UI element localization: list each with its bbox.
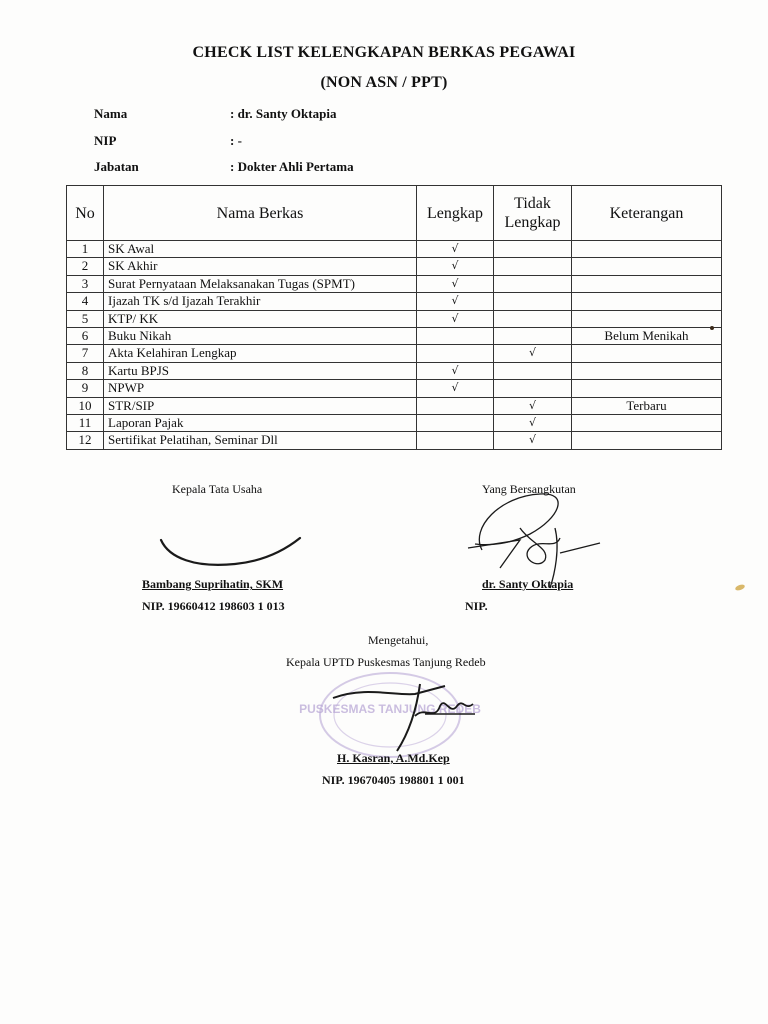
row-notes (572, 380, 722, 397)
row-document-name: KTP/ KK (104, 310, 417, 327)
center-signer-nip: NIP. 19670405 198801 1 001 (322, 773, 465, 787)
row-number: 8 (67, 362, 104, 379)
row-complete-mark (417, 328, 494, 345)
paper-stain (734, 583, 745, 591)
header-incomplete-line2: Lengkap (504, 214, 561, 231)
row-number: 10 (67, 397, 104, 414)
row-document-name: Buku Nikah (104, 328, 417, 345)
row-notes: Belum Menikah (572, 328, 722, 345)
right-signer-name: dr. Santy Oktapia (482, 577, 574, 591)
nip-label: NIP (94, 133, 117, 148)
row-notes (572, 241, 722, 258)
center-signature (325, 676, 485, 756)
row-notes (572, 432, 722, 449)
row-number: 11 (67, 415, 104, 432)
row-number: 2 (67, 258, 104, 275)
row-document-name: Akta Kelahiran Lengkap (104, 345, 417, 362)
row-number: 4 (67, 293, 104, 310)
header-no: No (67, 186, 104, 241)
row-complete-mark: √ (417, 258, 494, 275)
header-complete: Lengkap (417, 186, 494, 241)
table-row (67, 362, 722, 379)
nip-value: : - (230, 133, 242, 148)
row-number: 5 (67, 310, 104, 327)
left-signer-name: Bambang Suprihatin, SKM (142, 577, 284, 591)
row-complete-mark (417, 415, 494, 432)
row-number: 12 (67, 432, 104, 449)
header-notes: Keterangan (572, 186, 722, 241)
row-incomplete-mark (494, 293, 572, 310)
table-row (67, 293, 722, 310)
row-incomplete-mark: √ (494, 415, 572, 432)
row-incomplete-mark: √ (494, 345, 572, 362)
row-notes: Terbaru (572, 397, 722, 414)
center-signer-name: H. Kasran, A.Md.Kep (337, 751, 450, 765)
table-row (67, 432, 722, 449)
row-document-name: Sertifikat Pelatihan, Seminar Dll (104, 432, 417, 449)
table-row (67, 275, 722, 292)
row-incomplete-mark (494, 275, 572, 292)
row-document-name: STR/SIP (104, 397, 417, 414)
row-document-name: SK Akhir (104, 258, 417, 275)
row-complete-mark: √ (417, 380, 494, 397)
row-complete-mark (417, 397, 494, 414)
row-notes (572, 415, 722, 432)
right-signer-role: Yang Bersangkutan (482, 482, 576, 496)
row-complete-mark: √ (417, 275, 494, 292)
ink-dot (710, 326, 714, 330)
row-number: 6 (67, 328, 104, 345)
row-number: 9 (67, 380, 104, 397)
row-document-name: NPWP (104, 380, 417, 397)
row-document-name: Kartu BPJS (104, 362, 417, 379)
row-incomplete-mark (494, 258, 572, 275)
row-number: 3 (67, 275, 104, 292)
table-row (67, 241, 722, 258)
row-incomplete-mark (494, 328, 572, 345)
row-incomplete-mark: √ (494, 432, 572, 449)
table-row (67, 345, 722, 362)
row-complete-mark: √ (417, 241, 494, 258)
row-notes (572, 258, 722, 275)
center-signer-role: Kepala UPTD Puskesmas Tanjung Redeb (286, 655, 486, 669)
row-complete-mark: √ (417, 293, 494, 310)
acknowledged-label: Mengetahui, (368, 633, 429, 647)
row-number: 7 (67, 345, 104, 362)
row-incomplete-mark: √ (494, 397, 572, 414)
row-notes (572, 345, 722, 362)
position-value: : Dokter Ahli Pertama (230, 159, 354, 174)
header-name: Nama Berkas (104, 186, 417, 241)
left-signer-role: Kepala Tata Usaha (172, 482, 263, 496)
table-row (67, 397, 722, 414)
name-value: : dr. Santy Oktapia (230, 106, 337, 121)
table-row (67, 258, 722, 275)
row-incomplete-mark (494, 241, 572, 258)
document-subtitle: (NON ASN / PPT) (320, 74, 448, 91)
row-document-name: SK Awal (104, 241, 417, 258)
row-document-name: Ijazah TK s/d Ijazah Terakhir (104, 293, 417, 310)
row-incomplete-mark (494, 310, 572, 327)
row-complete-mark: √ (417, 362, 494, 379)
row-notes (572, 310, 722, 327)
table-row (67, 415, 722, 432)
right-signer-nip: NIP. (465, 599, 488, 613)
row-incomplete-mark (494, 362, 572, 379)
row-complete-mark (417, 345, 494, 362)
position-label: Jabatan (94, 159, 139, 174)
table-row (67, 328, 722, 345)
left-signer-nip: NIP. 19660412 198603 1 013 (142, 599, 285, 613)
document-title: CHECK LIST KELENGKAPAN BERKAS PEGAWAI (192, 44, 576, 61)
row-incomplete-mark (494, 380, 572, 397)
table-row (67, 380, 722, 397)
row-complete-mark (417, 432, 494, 449)
row-notes (572, 362, 722, 379)
row-complete-mark: √ (417, 310, 494, 327)
row-notes (572, 293, 722, 310)
table-header-row (67, 186, 722, 241)
row-number: 1 (67, 241, 104, 258)
row-notes (572, 275, 722, 292)
stamp-text: PUSKESMAS TANJUNG REDEB (299, 702, 481, 716)
checklist-table (66, 185, 722, 450)
name-label: Nama (94, 106, 128, 121)
left-signature (155, 528, 305, 573)
header-incomplete-line1: Tidak (514, 195, 551, 212)
row-document-name: Laporan Pajak (104, 415, 417, 432)
table-row (67, 310, 722, 327)
header-incomplete (494, 186, 572, 241)
row-document-name: Surat Pernyataan Melaksanakan Tugas (SPMT) (104, 275, 417, 292)
